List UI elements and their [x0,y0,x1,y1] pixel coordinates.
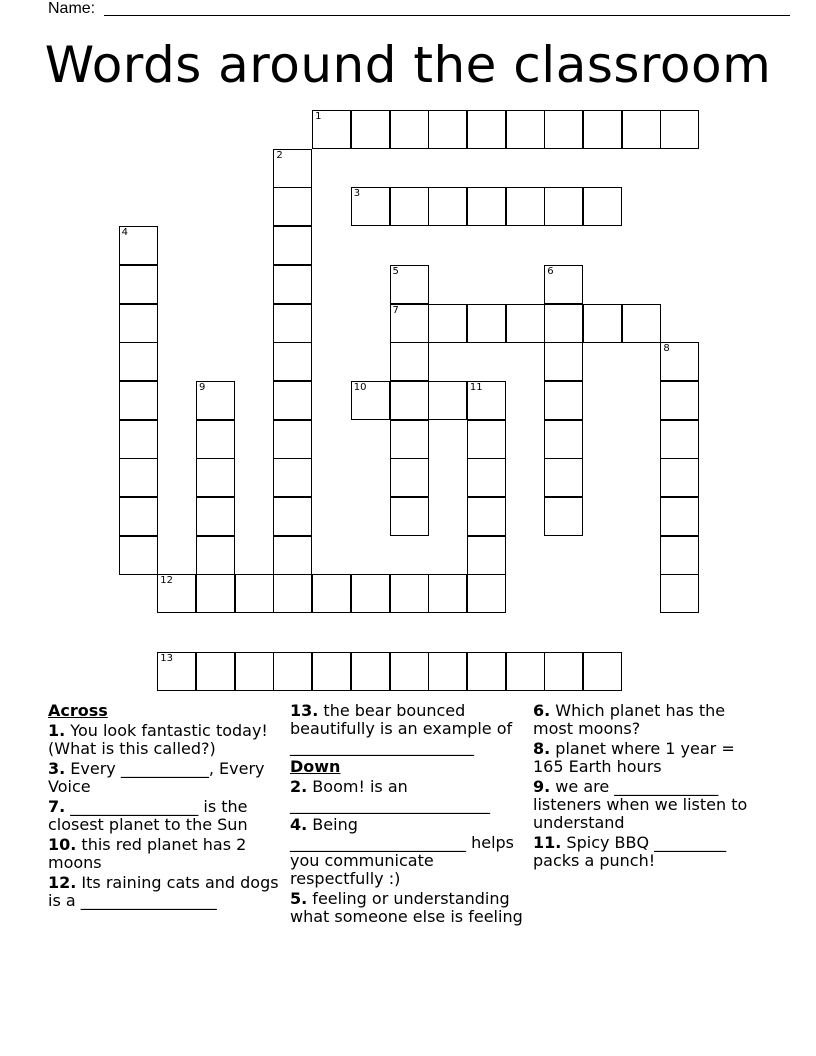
crossword-cell[interactable] [660,574,699,613]
crossword-cell[interactable] [660,458,699,497]
crossword-cell[interactable] [467,574,506,613]
crossword-cell[interactable] [544,652,583,691]
crossword-cell[interactable] [196,420,235,459]
clue-item [290,778,530,814]
name-label: Name: [48,0,96,17]
crossword-cell[interactable] [119,226,158,265]
crossword-cell[interactable] [583,110,622,149]
down-heading: Down [290,757,341,776]
clues-column-3 [533,702,755,872]
clue-item [533,740,755,776]
crossword-cell[interactable] [390,420,429,459]
crossword-cell[interactable] [273,149,312,188]
crossword-cell[interactable] [273,420,312,459]
crossword-cell[interactable] [583,187,622,226]
clue-item-number: 3. [48,759,66,778]
clue-number: 9 [199,381,206,393]
crossword-cell[interactable] [119,265,158,304]
crossword-cell[interactable] [544,497,583,536]
crossword-cell[interactable] [544,110,583,149]
crossword-cell[interactable] [428,381,467,420]
clue-item-text: Which planet has the most moons? [533,701,726,738]
crossword-cell[interactable] [119,420,158,459]
crossword-cell[interactable] [390,342,429,381]
crossword-cell[interactable] [157,652,196,691]
clue-item [48,760,284,796]
crossword-cell[interactable] [467,304,506,343]
crossword-cell[interactable] [273,381,312,420]
clue-item-text: ________________ is the closest planet to the Sun [48,797,248,834]
crossword-cell[interactable] [467,110,506,149]
clue-item [533,778,755,832]
crossword-cell[interactable] [544,187,583,226]
across-heading: Across [48,701,108,720]
clues-column-1 [48,702,284,912]
crossword-cell[interactable] [428,652,467,691]
clue-item-text: the bear bounced beautifully is an example of _______________________ [290,701,513,756]
clue-item-number: 10. [48,835,77,854]
clue-number: 6 [547,265,554,277]
crossword-cell[interactable] [119,381,158,420]
clue-item-number: 7. [48,797,66,816]
crossword-cell[interactable] [467,381,506,420]
clue-item [290,702,530,756]
crossword-cell[interactable] [622,110,661,149]
clue-item-text: Spicy BBQ _________ packs a punch! [533,833,727,870]
crossword-cell[interactable] [467,652,506,691]
clue-item-text: Every ___________, Every Voice [48,759,265,796]
crossword-cell[interactable] [235,574,274,613]
crossword-cell[interactable] [196,458,235,497]
crossword-cell[interactable] [544,420,583,459]
crossword-cell[interactable] [622,304,661,343]
clue-item-number: 5. [290,889,308,908]
clue-item-number: 6. [533,701,551,720]
crossword-cell[interactable] [312,574,351,613]
crossword-cell[interactable] [506,652,545,691]
clue-item-text: we are _____________ listeners when we listen to understand [533,777,748,832]
clue-item-number: 8. [533,739,551,758]
clue-item-text: Boom! is an _________________________ [290,777,490,814]
crossword-cell[interactable] [428,574,467,613]
crossword-cell[interactable] [390,110,429,149]
crossword-cell[interactable] [273,652,312,691]
clue-number: 1 [315,111,322,122]
clue-item-text: planet where 1 year = 165 Earth hours [533,739,735,776]
crossword-cell[interactable] [544,458,583,497]
clue-item [533,834,755,870]
crossword-cell[interactable] [273,497,312,536]
clue-number: 8 [663,343,670,355]
crossword-cell[interactable] [273,574,312,613]
crossword-cell[interactable] [196,536,235,575]
crossword-cell[interactable] [312,110,351,149]
crossword-cell[interactable] [119,458,158,497]
clue-item-text: Its raining cats and dogs is a _________________ [48,873,279,910]
crossword-cell[interactable] [660,381,699,420]
clues-column-2 [290,702,530,928]
clue-number: 11 [469,381,483,393]
clue-number: 4 [121,227,128,239]
clue-number: 7 [392,304,399,316]
crossword-cell[interactable] [273,304,312,343]
crossword-cell[interactable] [660,342,699,381]
clue-item [533,702,755,738]
crossword-cell[interactable] [467,458,506,497]
crossword-cell[interactable] [119,536,158,575]
clue-item-number: 13. [290,701,319,720]
crossword-cell[interactable] [544,342,583,381]
clue-number: 10 [353,381,367,393]
clue-item-number: 2. [290,777,308,796]
clue-number: 13 [160,652,174,664]
clue-item [48,722,284,758]
clue-item-text: Being ______________________ helps you communicate respectfully :) [290,815,515,888]
crossword-cell[interactable] [390,187,429,226]
clue-item-text: this red planet has 2 moons [48,835,247,872]
clue-item-text: feeling or understanding what someone else is feeling [290,889,523,926]
crossword-cell[interactable] [273,187,312,226]
crossword-cell[interactable] [351,110,390,149]
crossword-cell[interactable] [273,226,312,265]
clue-item-number: 9. [533,777,551,796]
crossword-cell[interactable] [273,265,312,304]
crossword-cell[interactable] [583,304,622,343]
crossword-cell[interactable] [196,574,235,613]
crossword-cell[interactable] [351,381,390,420]
crossword-cell[interactable] [660,110,699,149]
crossword-cell[interactable] [351,652,390,691]
crossword-cell[interactable] [428,110,467,149]
crossword-cell[interactable] [351,187,390,226]
crossword-cell[interactable] [390,304,429,343]
crossword-cell[interactable] [506,304,545,343]
crossword-cell[interactable] [196,381,235,420]
crossword-cell[interactable] [660,497,699,536]
crossword-cell[interactable] [390,497,429,536]
crossword-cell[interactable] [583,652,622,691]
crossword-cell[interactable] [235,652,274,691]
clue-item-text: You look fantastic today! (What is this called?) [48,721,268,758]
crossword-cell[interactable] [428,187,467,226]
clue-item [48,798,284,834]
crossword-cell[interactable] [351,574,390,613]
clue-item-number: 11. [533,833,562,852]
crossword-cell[interactable] [544,381,583,420]
page-title: Words around the classroom [44,36,772,94]
crossword-cell[interactable] [273,536,312,575]
clue-item-number: 12. [48,873,77,892]
clue-item-number: 4. [290,815,308,834]
crossword-cell[interactable] [467,420,506,459]
crossword-cell[interactable] [390,265,429,304]
clue-item [48,836,284,872]
crossword-cell[interactable] [544,304,583,343]
clue-item [48,874,284,910]
clue-item [290,890,530,926]
crossword-cell[interactable] [312,652,351,691]
clue-number: 5 [392,265,399,277]
crossword-cell[interactable] [273,458,312,497]
clue-number: 12 [160,575,174,587]
crossword-cell[interactable] [544,265,583,304]
crossword-cell[interactable] [467,497,506,536]
crossword-cell[interactable] [119,342,158,381]
crossword-cell[interactable] [660,536,699,575]
crossword-cell[interactable] [119,304,158,343]
crossword-cell[interactable] [119,497,158,536]
crossword-cell[interactable] [390,652,429,691]
crossword-cell[interactable] [196,652,235,691]
crossword-cell[interactable] [196,497,235,536]
crossword-cell[interactable] [506,187,545,226]
clue-number: 2 [276,149,283,161]
crossword-cell[interactable] [467,536,506,575]
crossword-cell[interactable] [660,420,699,459]
clue-item [290,816,530,888]
crossword-cell[interactable] [390,381,429,420]
crossword-cell[interactable] [428,304,467,343]
clue-number: 3 [353,188,361,200]
crossword-cell[interactable] [390,458,429,497]
crossword-cell[interactable] [157,574,196,613]
clue-item-number: 1. [48,721,66,740]
crossword-cell[interactable] [390,574,429,613]
crossword-cell[interactable] [273,342,312,381]
crossword-cell[interactable] [506,110,545,149]
crossword-cell[interactable] [467,187,506,226]
